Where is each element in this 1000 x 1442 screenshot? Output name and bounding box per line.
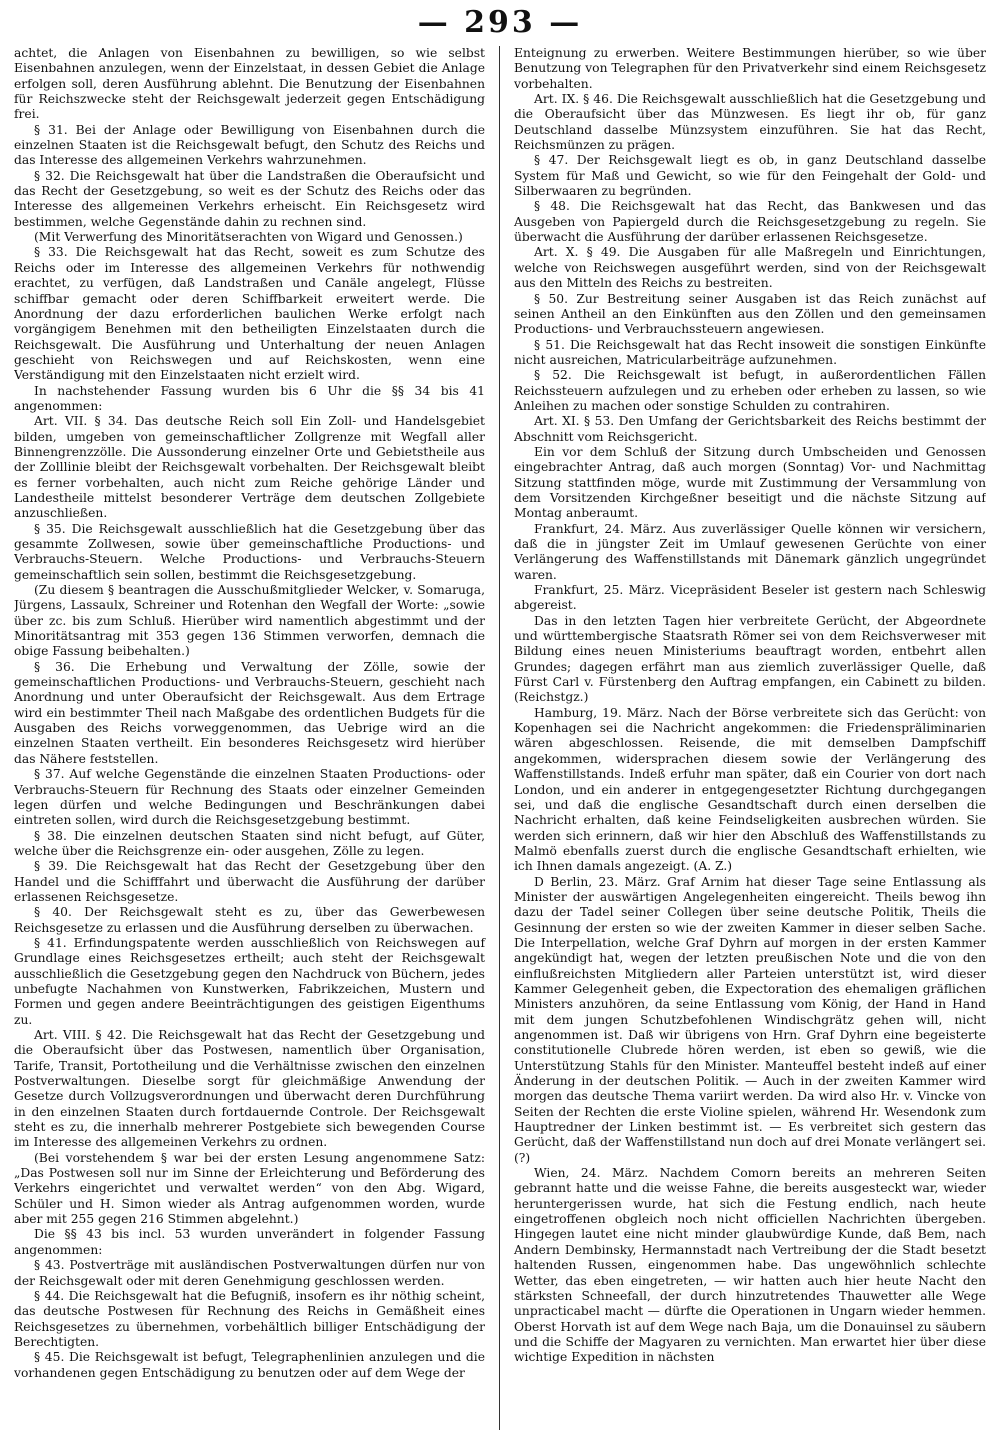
paragraph: Enteignung zu erwerben. Weitere Bestimmungen hierüber, so wie über Benutzung von Telegraphen für den Privatverkehr sind einem Reichsgesetz vorbehalten.: [514, 46, 986, 91]
page-header: [14, 0, 986, 44]
paragraph: § 50. Zur Bestreitung seiner Ausgaben ist das Reich zunächst auf seinen Antheil an den Einkünften aus den Zöllen und den gemeinsamen Productions- und Verbrauchssteuern angewiesen.: [514, 291, 986, 337]
paragraph: (Bei vorstehendem § war bei der ersten Lesung angenommene Satz: „Das Postwesen soll nur im Sinne der Erleichterung und Beförderung des Verkehrs eingerichtet und verwaltet werden“ von den Abg. Wigard, Schüler und H. Simon wieder als Antrag aufgenommen worden, wurde aber mit 255 gegen 216 Stimmen abgelehnt.): [14, 1150, 485, 1227]
paragraph: Hamburg, 19. März. Nach der Börse verbreitete sich das Gerücht: von Kopenhagen sei die Nachricht angekommen: die Friedenspräliminarien wären abgeschlossen. Reisende, die mit demselben Dampfschiff angekommen, widersprachen diesem sowie der Verlängerung des Waffenstillstands. Indeß erfuhr man später, daß ein Courier von dort nach London, und ein anderer in entgegengesetzter Richtung durchgegangen sei, und daß die englische Gesandtschaft durch einen derselben die Nachricht erhalten, daß keine Feindseligkeiten ausbrechen würden. Sie werden sich erinnern, daß wir hier den Abschluß des Waffenstillstands zu Malmö ebenfalls zuerst durch die englische Gesandtschaft erhielten, wie ich Ihnen damals angezeigt. (A. Z.): [514, 705, 986, 874]
paragraph: § 43. Postverträge mit ausländischen Postverwaltungen dürfen nur von der Reichsgewalt oder mit deren Genehmigung geschlossen werden.: [14, 1258, 485, 1288]
paragraph: § 33. Die Reichsgewalt hat das Recht, soweit es zum Schutze des Reichs oder im Interesse des allgemeinen Verkehrs für nothwendig erachtet, zu verfügen, daß Landstraßen und Canäle angelegt, Flüsse schiffbar gemacht oder deren Schiffbarkeit erweitert werde. Die Anordnung der dazu erforderlichen baulichen Werke erfolgt nach vorgängigem Benehmen mit den betheiligten Einzelstaaten durch die Reichsgewalt. Die Ausführung und Unterhaltung der neuen Anlagen geschieht von Reichswegen und auf Reichskosten, wenn eine Verständigung mit den Einzelstaaten nicht erzielt wird.: [14, 245, 485, 383]
paragraph: § 51. Die Reichsgewalt hat das Recht insoweit die sonstigen Einkünfte nicht ausreichen, Matricularbeiträge aufzunehmen.: [514, 337, 986, 367]
paragraph: Art. X. § 49. Die Ausgaben für alle Maßregeln und Einrichtungen, welche von Reichswegen ausgeführt werden, sind von der Reichsgewalt aus den Mitteln des Reichs zu bestreiten.: [514, 245, 986, 291]
page-number: — 293 —: [417, 4, 583, 40]
right-column: [500, 46, 986, 1430]
paragraph: Art. VIII. § 42. Die Reichsgewalt hat das Recht der Gesetzgebung und die Oberaufsicht über das Postwesen, namentlich über Organisation, Tarife, Transit, Portotheilung und die Verhältnisse zwischen den einzelnen Postverwaltungen. Dieselbe sorgt für gleichmäßige Anwendung der Gesetze durch Vollzugsverordnungen und überwacht deren Durchführung in den einzelnen Staaten durch fortdauernde Controle. Der Reichsgewalt steht es zu, die innerhalb mehrerer Postgebiete sich bewegenden Course im Interesse des allgemeinen Verkehrs zu ordnen.: [14, 1028, 485, 1150]
paragraph: § 31. Bei der Anlage oder Bewilligung von Eisenbahnen durch die einzelnen Staaten ist die Reichsgewalt befugt, den Schutz des Reichs und das Interesse des allgemeinen Verkehrs wahrzunehmen.: [14, 122, 485, 168]
paragraph: § 47. Der Reichsgewalt liegt es ob, in ganz Deutschland dasselbe System für Maß und Gewicht, so wie für den Feingehalt der Gold- und Silberwaaren zu begründen.: [514, 153, 986, 199]
paragraph: Art. IX. § 46. Die Reichsgewalt ausschließlich hat die Gesetzgebung und die Oberaufsicht über das Münzwesen. Es liegt ihr ob, für ganz Deutschland dasselbe Münzsystem einzuführen. Sie hat das Recht, Reichsmünzen zu prägen.: [514, 92, 986, 153]
paragraph: Frankfurt, 25. März. Vicepräsident Beseler ist gestern nach Schleswig abgereist.: [514, 583, 986, 613]
paragraph: Frankfurt, 24. März. Aus zuverlässiger Quelle können wir versichern, daß die in jüngster Zeit im Umlauf gewesenen Gerüchte von einer Verlängerung des Waffenstillstands mit Dänemark gänzlich ungegründet waren.: [514, 521, 986, 582]
paragraph: achtet, die Anlagen von Eisenbahnen zu bewilligen, so wie selbst Eisenbahnen anzulegen, wenn der Einzelstaat, in dessen Gebiet die Anlage erfolgen soll, deren Ausführung ablehnt. Die Benutzung der Eisenbahnen für Reichszwecke steht der Reichsgewalt jederzeit gegen Entschädigung frei.: [14, 46, 485, 122]
paragraph: Ein vor dem Schluß der Sitzung durch Umbscheiden und Genossen eingebrachter Antrag, daß auch morgen (Sonntag) Vor- und Nachmittag Sitzung stattfinden möge, wurde mit Zustimmung der Versammlung von dem Vorsitzenden Kirchgeßner beseitigt und die nächste Sitzung auf Montag anberaumt.: [514, 444, 986, 521]
text-columns: [14, 46, 986, 1430]
paragraph: § 35. Die Reichsgewalt ausschließlich hat die Gesetzgebung über das gesammte Zollwesen, sowie über gemeinschaftliche Productions- und Verbrauchs-Steuern. Welche Productions- und Verbrauchs-Steuern gemeinschaftlich sein sollen, bestimmt die Reichsgesetzgebung.: [14, 521, 485, 582]
paragraph: Das in den letzten Tagen hier verbreitete Gerücht, der Abgeordnete und württembergische Staatsrath Römer sei von dem Reichsverweser mit Bildung eines neuen Ministeriums beauftragt worden, entbehrt allen Grundes; dagegen erfährt man aus ziemlich zuverlässiger Quelle, daß Fürst Carl v. Fürstenberg den Auftrag empfangen, ein Cabinett zu bilden. (Reichstgz.): [514, 613, 986, 705]
paragraph: § 41. Erfindungspatente werden ausschließlich von Reichswegen auf Grundlage eines Reichsgesetzes ertheilt; auch steht der Reichsgewalt ausschließlich die Gesetzgebung gegen den Nachdruck von Büchern, jedes unbefugte Nachahmen von Kunstwerken, Fabrikzeichen, Mustern und Formen und gegen andere Beeinträchtigungen des geistigen Eigenthums zu.: [14, 935, 485, 1027]
paragraph: In nachstehender Fassung wurden bis 6 Uhr die §§ 34 bis 41 angenommen:: [14, 383, 485, 413]
paragraph: Art. XI. § 53. Den Umfang der Gerichtsbarkeit des Reichs bestimmt der Abschnitt vom Reichsgericht.: [514, 414, 986, 444]
paragraph: § 39. Die Reichsgewalt hat das Recht der Gesetzgebung über den Handel und die Schifffahrt und überwacht die Ausführung der darüber erlassenen Reichsgesetze.: [14, 859, 485, 904]
paragraph: § 48. Die Reichsgewalt hat das Recht, das Bankwesen und das Ausgeben von Papiergeld durch die Reichsgesetzgebung zu regeln. Sie überwacht die Ausführung der darüber erlassenen Reichsgesetze.: [514, 199, 986, 245]
paragraph: § 40. Der Reichsgewalt steht es zu, über das Gewerbewesen Reichsgesetze zu erlassen und die Ausführung derselben zu überwachen.: [14, 905, 485, 935]
paragraph: (Zu diesem § beantragen die Ausschußmitglieder Welcker, v. Somaruga, Jürgens, Lassaulx, Schreiner und Rotenhan den Wegfall der Worte: „sowie über zc. bis zum Schluß. Hierüber wird namentlich abgestimmt und der Minoritätsantrag mit 353 gegen 136 Stimmen verworfen, demnach die obige Fassung beibehalten.): [14, 583, 485, 659]
paragraph: § 38. Die einzelnen deutschen Staaten sind nicht befugt, auf Güter, welche über die Reichsgrenze ein- oder ausgehen, Zölle zu legen.: [14, 828, 485, 858]
paragraph: § 44. Die Reichsgewalt hat die Befugniß, insofern es ihr nöthig scheint, das deutsche Postwesen für Rechnung des Reichs in Gemäßheit eines Reichsgesetzes zu übernehmen, vorbehältlich billiger Entschädigung der Berechtigten.: [14, 1288, 485, 1349]
paragraph: § 37. Auf welche Gegenstände die einzelnen Staaten Productions- oder Verbrauchs-Steuern für Rechnung des Staats oder einzelner Gemeinden legen dürfen und welche Bedingungen und Beschränkungen dabei eintreten sollen, wird durch die Reichsgesetzgebung bestimmt.: [14, 767, 485, 828]
left-column: [14, 46, 500, 1430]
paragraph: Die §§ 43 bis incl. 53 wurden unverändert in folgender Fassung angenommen:: [14, 1227, 485, 1257]
paragraph: § 52. Die Reichsgewalt ist befugt, in außerordentlichen Fällen Reichssteuern aufzulegen und zu erheben oder erheben zu lassen, so wie Anleihen zu machen oder sonstige Schulden zu contrahiren.: [514, 368, 986, 413]
paragraph: § 36. Die Erhebung und Verwaltung der Zölle, sowie der gemeinschaftlichen Productions- und Verbrauchs-Steuern, geschieht nach Anordnung und unter Oberaufsicht der Reichsgewalt. Aus dem Ertrage wird ein bestimmter Theil nach Maßgabe des ordentlichen Budgets für die Ausgaben des Reichs vorweggenommen, das Uebrige wird an die einzelnen Staaten vertheilt. Ein besonderes Reichsgesetz wird hierüber das Nähere feststellen.: [14, 659, 485, 766]
paragraph: Wien, 24. März. Nachdem Comorn bereits an mehreren Seiten gebrannt hatte und die weisse Fahne, die bereits ausgesteckt war, wieder heruntergerissen wurde, hat sich die Festung endlich, nach heute eingetroffenen obgleich noch nicht officiellen Nachrichten übergeben. Hingegen lautet eine nicht minder glaubwürdige Kunde, daß Bem, nach Andern Dembinsky, Hermannstadt nach Vertreibung der die Stadt besetzt haltenden Russen, eingenommen habe. Das ungewöhnlich schlechte Wetter, das eben eingetreten, — wir hatten auch hier heute Nacht den stärksten Schneefall, der durch hinzutretendes Thauwetter alle Wege unpracticabel macht — dürfte die Operationen in Ungarn wieder hemmen. Oberst Horvath ist auf dem Wege nach Baja, um die Donauinsel zu säubern und die Schiffe der Magyaren zu vernichten. Man erwartet hier über diese wichtige Expedition in nächsten: [514, 1166, 986, 1365]
paragraph: Art. VII. § 34. Das deutsche Reich soll Ein Zoll- und Handelsgebiet bilden, umgeben von gemeinschaftlicher Zollgrenze mit Wegfall aller Binnengrenzzölle. Die Aussonderung einzelner Orte und Gebietstheile aus der Zolllinie bleibt der Reichsgewalt vorbehalten. Der Reichsgewalt bleibt es ferner vorbehalten, auch nicht zum Reiche gehörige Länder und Landestheile mittelst besonderer Verträge dem deutschen Zollgebiete anzuschließen.: [14, 414, 485, 521]
paragraph: D Berlin, 23. März. Graf Arnim hat dieser Tage seine Entlassung als Minister der auswärtigen Angelegenheiten eingereicht. Theils bewog ihn dazu der Tadel seiner Collegen über seine deutsche Politik, Theils die Gesinnung der ersten so wie der zweiten Kammer in dieser selben Sache. Die Interpellation, welche Graf Dyhrn auf morgen in der ersten Kammer angekündigt hat, wegen der letzten preußischen Note und die von den einflußreichsten Mitgliedern aller Parteien unterstützt ist, wird dieser Kammer Gelegenheit geben, die Expectoration des ehemaligen gräflichen Ministers anzuhören, da seine Entlassung vom König, der Hand in Hand mit dem jungen Schutzbefohlenen Windischgrätz gehen will, nicht angenommen ist. Daß wir übrigens von Hrn. Graf Dyhrn eine begeisterte constitutionelle Clubrede hören werden, ist eben so gewiß, wie die Unterstützung Stahls für den Minister. Manteuffel besteht indeß auf einer Änderung in der deutschen Politik. — Auch in der zweiten Kammer wird morgen das deutsche Thema variirt werden. Da wird also Hr. v. Vincke von Seiten der Rechten die erste Violine spielen, während Hr. Wesendonk zum Hauptredner der Linken bestimmt ist. — Es verbreitet sich gestern das Gerücht, daß der Waffenstillstand nun doch auf drei Monate verlängert sei. (?): [514, 874, 986, 1165]
paragraph: (Mit Verwerfung des Minoritätserachten von Wigard und Genossen.): [34, 230, 463, 245]
paragraph: § 45. Die Reichsgewalt ist befugt, Telegraphenlinien anzulegen und die vorhandenen gegen Entschädigung zu benutzen oder auf dem Wege der: [14, 1350, 485, 1380]
paragraph: § 32. Die Reichsgewalt hat über die Landstraßen die Oberaufsicht und das Recht der Gesetzgebung, so weit es der Schutz des Reichs oder das Interesse des allgemeinen Verkehrs erheischt. Ein Reichsgesetz wird bestimmen, welche Gegenstände dahin zu rechnen sind.: [14, 168, 485, 229]
